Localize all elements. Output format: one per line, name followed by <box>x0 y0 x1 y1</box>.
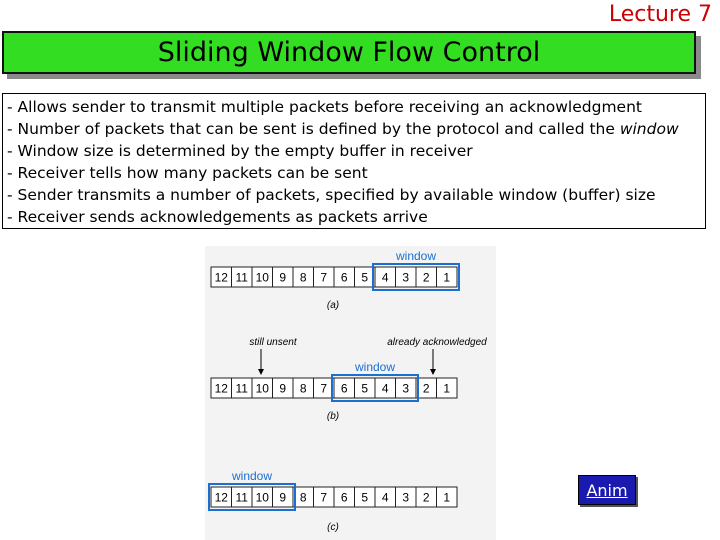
sliding-window-diagram <box>205 246 496 540</box>
packet-cell: 5 <box>361 381 369 396</box>
packet-cell: 3 <box>402 381 410 396</box>
bullet-dash: - <box>7 186 13 204</box>
packet-cell: 4 <box>381 270 389 285</box>
packet-cell: 7 <box>320 270 328 285</box>
panel-caption: (c) <box>327 522 339 533</box>
packet-cell: 12 <box>214 270 228 285</box>
packet-cell: 6 <box>340 381 348 396</box>
packet-cell: 4 <box>381 490 389 505</box>
bullet-item <box>7 118 705 140</box>
packet-cell: 1 <box>443 381 451 396</box>
packet-cell: 6 <box>340 490 348 505</box>
arrow-head <box>258 369 264 375</box>
arrow-head <box>430 369 436 375</box>
packet-cell: 3 <box>402 490 410 505</box>
packet-cell: 5 <box>361 270 369 285</box>
bullet-dash: - <box>7 120 13 138</box>
packet-cell: 11 <box>235 270 248 285</box>
window-label: window <box>231 469 273 483</box>
packet-cell: 11 <box>235 381 248 396</box>
panel-caption: (a) <box>326 300 340 311</box>
window-label: window <box>354 360 396 374</box>
packet-cell: 1 <box>443 490 451 505</box>
packet-cell: 10 <box>255 270 269 285</box>
bullet-dash: - <box>7 98 13 116</box>
packet-cell: 2 <box>422 490 430 505</box>
packet-cell: 2 <box>422 381 430 396</box>
packet-cell: 4 <box>381 381 389 396</box>
packet-cell: 9 <box>279 381 287 396</box>
packet-cell: 9 <box>279 490 287 505</box>
packet-cell: 7 <box>320 381 328 396</box>
bullet-item <box>7 96 705 118</box>
packet-cell: 1 <box>443 270 451 285</box>
packet-cell: 12 <box>214 381 228 396</box>
bullet-text: Receiver tells how many packets can be sent <box>17 164 368 182</box>
packet-cell: 6 <box>340 270 348 285</box>
bullet-emphasis: window <box>619 120 679 138</box>
packet-cell: 10 <box>255 381 269 396</box>
packet-cell: 5 <box>361 490 369 505</box>
bullet-item <box>7 184 705 206</box>
bullet-text: Sender transmits a number of packets, specified by available window (buffer) size <box>17 186 656 204</box>
bullet-list <box>2 93 706 229</box>
bullet-text: Window size is determined by the empty buffer in receiver <box>17 142 473 160</box>
window-label: window <box>395 249 437 263</box>
packet-cell: 10 <box>255 490 269 505</box>
packet-cell: 8 <box>299 381 307 396</box>
still-unsent-label: still unsent <box>249 337 297 348</box>
sliding-window-figure <box>205 246 496 540</box>
bullet-item <box>7 206 705 228</box>
packet-cell: 8 <box>299 270 307 285</box>
bullet-item <box>7 140 705 162</box>
packet-cell: 11 <box>235 490 248 505</box>
bullet-dash: - <box>7 208 13 226</box>
packet-cell: 9 <box>279 270 287 285</box>
packet-cell: 2 <box>422 270 430 285</box>
bullet-dash: - <box>7 164 13 182</box>
bullet-text: Allows sender to transmit multiple packets before receiving an acknowledgment <box>17 98 642 116</box>
slide-title: Sliding Window Flow Control <box>157 37 541 68</box>
slide-title-bar <box>2 31 696 74</box>
bullet-dash: - <box>7 142 13 160</box>
bullet-text: Receiver sends acknowledgements as packets arrive <box>17 208 428 226</box>
packet-cell: 8 <box>299 490 307 505</box>
lecture-number: Lecture 7 <box>608 2 712 27</box>
packet-cell: 3 <box>402 270 410 285</box>
anim-button[interactable]: Anim <box>578 475 636 505</box>
packet-cell: 12 <box>214 490 228 505</box>
bullet-item <box>7 162 705 184</box>
packet-cell: 7 <box>320 490 328 505</box>
already-acknowledged-label: already acknowledged <box>387 337 487 348</box>
bullet-text: Number of packets that can be sent is defined by the protocol and called the <box>17 120 620 138</box>
panel-caption: (b) <box>326 411 340 422</box>
